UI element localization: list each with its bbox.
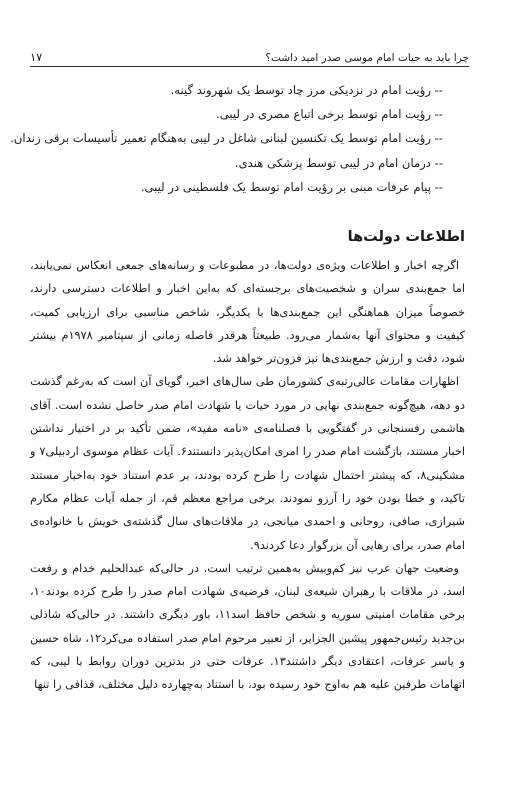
list-item: -- پیام عرفات مبنی بر رؤیت امام توسط یک فلسطینی در لیبی. — [140, 179, 443, 194]
list-item: -- رؤیت امام در نزدیکی مرز چاد توسط یک شهروند گینه. — [170, 83, 443, 97]
running-header — [30, 42, 469, 64]
sighting-list — [10, 78, 443, 199]
header-rule — [30, 66, 469, 67]
page-number: ۱۷ — [30, 50, 43, 64]
list-item: -- رؤیت امام توسط برخی اتباع مصری در لیبی. — [216, 107, 443, 122]
list-item: -- درمان امام در لیبی توسط پزشکی هندی. — [234, 155, 443, 170]
section-title: اطلاعات دولت‌ها — [347, 229, 465, 245]
body-text — [30, 254, 465, 697]
paragraph: وضعیت جهان عرب نیز کم‌وبیش به‌همین ترتیب است. در حالی‌که عبدالحلیم خدام و رفعت اسد، در ملاقات با رهبران شیعه‌ی لبنان، فرضیه‌ی شهادت امام صدر را طرح کرده بودند۱۰، برخی مقامات امنیتی سوریه و شخص حافظ اسد۱۱، باور دیگری داشتند. در حالی‌که شاذلی بن‌جدید رئیس‌جمهور پیشین الجزایر، از تعبیر مرحوم امام صدر استفاده می‌کرد۱۲، شاه حسین و یاسر عرفات، اعتقادی دیگر داشتند۱۳. عرفات حتی در بدترین دوران روابط با لیبی، که اتهامات طرفین علیه هم به‌اوج خود رسیده بود، با استناد به‌چهارده دلیل مختلف، قذافی را تنها — [30, 561, 465, 692]
paragraph: اظهارات مقامات عالی‌رتبه‌ی کشورمان طی سال‌های اخیر، گویای آن است که به‌رغم گذشت دو دهه، هیچ‌گونه جمع‌بندی نهایی در مورد حیات یا شهادت امام صدر حاصل نشده است. آقای هاشمی رفسنجانی در گفتگویی با فصلنامه‌ی «نامه مفید»، ضمن تأکید بر در اختیار نداشتن اخبار مستند، بازگشت امام صدر را امری امکان‌پذیر دانستند۶. آیات عظام موسوی اردبیلی۷ و مشکینی۸، که پیشتر احتمال شهادت را طرح کرده بودند، بر عدم استناد خود به‌اخبار مستند تاکید، و خطا بودن خود را آرزو نمودند. برخی مراجع معظم قم، از جمله آیات عظام مکارم شیرازی، صافی، روحانی و احمدی میانجی، در ملاقات‌های سال گذشته‌ی خویش با خانواده‌ی امام صدر، برای رهایی آن بزرگوار دعا کردند۹. — [30, 375, 466, 552]
running-title: چرا باید به حیات امام موسی صدر امید داشت؟ — [265, 52, 469, 64]
paragraph: اگرچه اخبار و اطلاعات ویژه‌ی دولت‌ها، در مطبوعات و رسانه‌های جمعی انعکاس نمی‌یابند، اما جمع‌بندی سران و شخصیت‌های برجسته‌ای که به‌این اخبار و اطلاعات دسترسی دارند، خصوصاً میزان هماهنگی این جمع‌بندی‌ها با یکدیگر، شاخص مناسبی برای ارزیابی کمیت، کیفیت و محتوای آنها به‌شمار می‌رود. طبیعتاً هرقدر فاصله زمانی از سپتامبر ۱۹۷۸م بیشتر شود، دقت و ارزش جمع‌بندی‌ها نیز فزون‌تر خواهد شد. — [30, 259, 466, 366]
list-item: -- رؤیت امام توسط یک تکنسین لبنانی شاغل در لیبی به‌هنگام تعمیر تأسیسات برقی زندان. — [10, 131, 443, 146]
